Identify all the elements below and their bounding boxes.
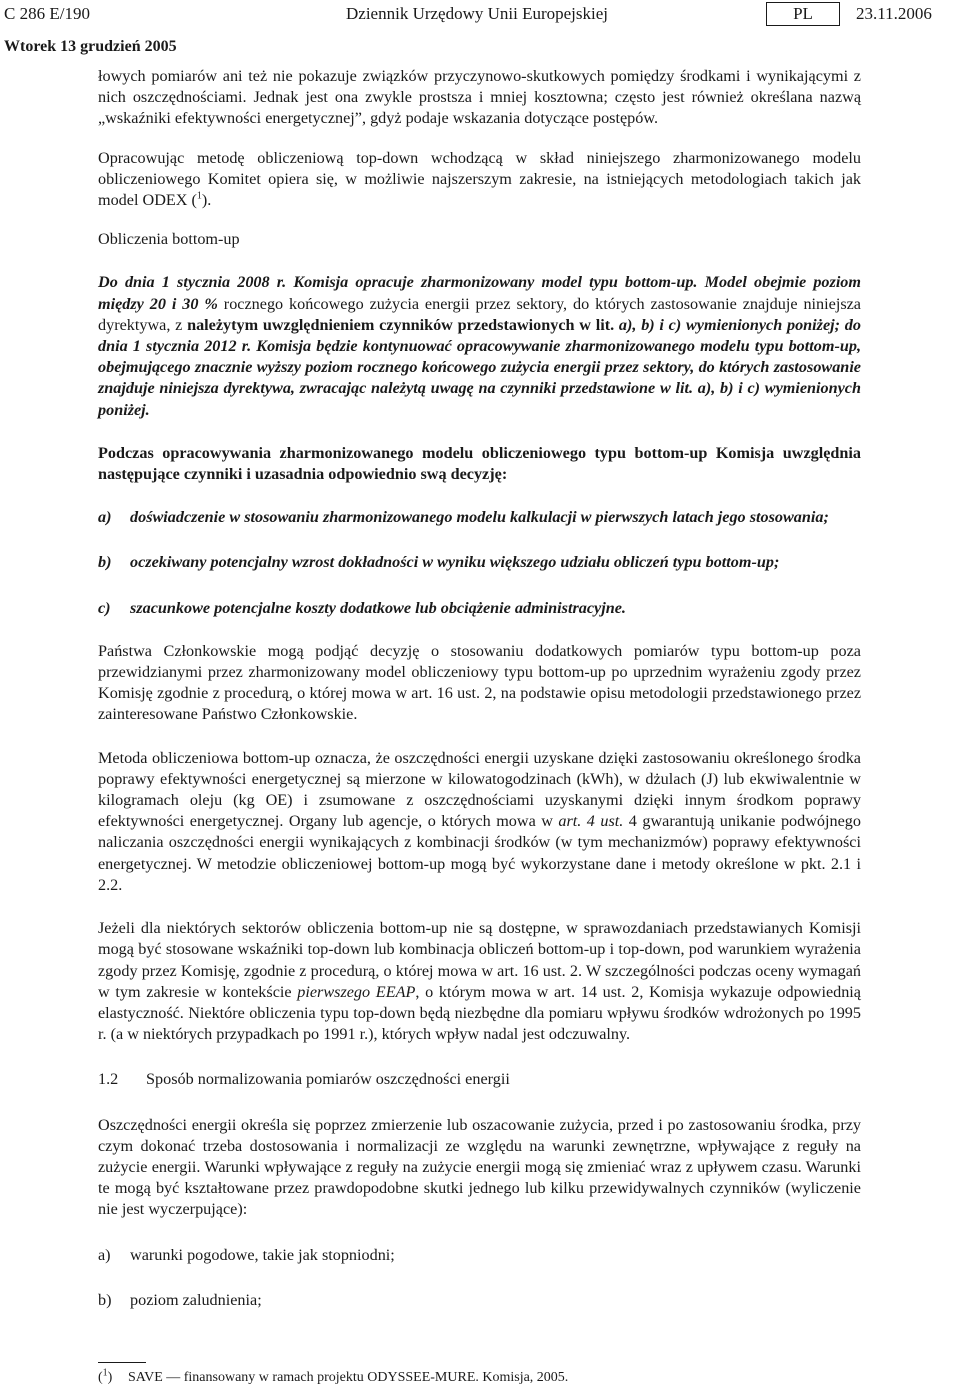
paragraph-amendment: [98, 272, 861, 420]
list-text: oczekiwany potencjalny wzrost dokładności w wyniku większego udziału obliczeń typu bottom-up;: [130, 553, 780, 572]
footnote-divider: [98, 1362, 146, 1363]
paragraph-normalization: Oszczędności energii określa się poprzez zmierzenie lub oszacowanie zużycia, przed i po zastosowaniu środka, przy czym dokonać trzeba dostosowania i normalizacji ze względu na warunki zewnętrzne, wpływające z reguły na zużycie energii. Warunki wpływające z reguły na zużycie energii mogą się zmieniać wraz z upływem czasu. Warunki te mogą być kształtowane przez prawdopodobne skutki jednego lub kilku przewidywalnych czynników (wyliczenie nie jest wyczerpujące):: [98, 1115, 861, 1219]
footnote-ref: 1: [196, 190, 202, 202]
section-number: 1.2: [98, 1070, 119, 1089]
page-reference: C 286 E/190: [4, 4, 90, 23]
subheading-bottom-up: Obliczenia bottom-up: [98, 230, 240, 249]
footnote-text: SAVE — finansowany w ramach projektu ODYSSEE-MURE. Komisja, 2005.: [128, 1370, 569, 1385]
list-label: a): [98, 508, 112, 527]
amendment-bold-italic: Do dnia 1 stycznia 2008 r. Komisja opracuje zharmonizowany model typu bottom-up. Model obejmie poziom między 20 i 30 %: [98, 273, 861, 313]
paragraph-text-end: 4 gwarantują unikanie podwójnego naliczania oszczędności energii wynikających z kombinacji środków (w tym mechanizmów) poprawy efektywności energetycznej. W metodzie obliczeniowej bottom-up mogą być wykorzystane dane i metody określone w pkt. 2.1 i 2.2.: [98, 812, 861, 894]
amendment-bold-italic-2: a), b) i c) wymienionych poniżej; do dnia 1 stycznia 2012 r. Komisja będzie kontynuować opracowywanie zharmonizowanego modelu typu bottom-up, obejmującego znacznie wyższy poziom rocznego końcowego zużycia energii przez sektory, do których zastosowanie znajduje niniejsza dyrektywa, zwracając należytą uwagę na czynniki przedstawione w lit. a), b) i c) wymienionych poniżej.: [98, 315, 861, 419]
list-text: warunki pogodowe, takie jak stopniodni;: [130, 1245, 395, 1264]
list-item: [98, 552, 861, 573]
paragraph-text: Metoda obliczeniowa bottom-up oznacza, że oszczędności energii uzyskane dzięki zastosowaniu określonego środka poprawy efektywności energetycznej są mierzone w kilowatogodzinach (kWh), w dżulach (J) lub ekwiwalentnie w kilogramach oleju (kg OE) i zsumowane z oszczędnościami uzyskanymi dzięki innym środkom poprawy efektywności energetycznej. Organy lub agencje, o których mowa w: [98, 748, 861, 831]
document-body: [98, 66, 861, 1311]
list-item: [98, 507, 861, 528]
list-label: b): [98, 553, 112, 572]
amendment-bold: należytym uwzględnieniem czynników przedstawionych w lit.: [187, 315, 615, 334]
footnote: [98, 1369, 861, 1387]
footnote-mark: ($^1$): [98, 1367, 113, 1385]
list-item: [98, 1290, 861, 1311]
list-text: doświadczenie w stosowaniu zharmonizowanego modelu kalkulacji w pierwszych latach jego stosowania;: [130, 508, 829, 527]
publication-date: 23.11.2006: [856, 4, 932, 23]
language-badge: PL: [766, 2, 840, 26]
paragraph-text: Jeżeli dla niektórych sektorów obliczenia bottom-up nie są dostępne, w sprawozdaniach przedstawianych Komisji mogą być stosowane wskaźniki top-down lub kombinacja obliczeń bottom-up i top-down, pod warunkiem wyrażenia zgody przez Komisję, zgodnie z procedurą, o której mowa w art. 16 ust. 2. W szczególności podczas oceny wymagań w tym zakresie w kontekście: [98, 919, 861, 1001]
paragraph-bottom-up-method: [98, 748, 861, 896]
paragraph-text: Opracowując metodę obliczeniową top-down wchodzącą w skład niniejszego zharmonizowanego modelu obliczeniowego Komitet opiera się, w możliwie najszerszym zakresie, na istniejących metodologiach takich jak model ODEX (: [98, 148, 861, 210]
amendment-normal: rocznego końcowego zużycia energii przez sektory, do których zastosowanie znajduje niniejsza dyrektywa, z: [98, 294, 861, 334]
paragraph-italic: art. 4 ust.: [558, 812, 624, 831]
session-date: Wtorek 13 grudzień 2005: [4, 38, 177, 55]
page-header: [0, 2, 960, 28]
list-label: b): [98, 1290, 112, 1309]
section-heading: [98, 1069, 861, 1090]
paragraph-continuation: łowych pomiarów ani też nie pokazuje związków przyczynowo-skutkowych pomiędzy środkami i wynikającymi z nich oszczędnościami. Jednak jest ona zwykle prostsza i mniej kosztowna; często jest również określana nazwą „wskaźniki efektywności energetycznej”, gdyż podaje wskazania dotyczące postępów.: [98, 67, 861, 128]
list-label: a): [98, 1245, 111, 1264]
list-text: poziom zaludnienia;: [130, 1290, 262, 1309]
list-item: [98, 1245, 861, 1266]
paragraph-italic: pierwszego EEAP: [297, 982, 416, 1001]
section-title: Sposób normalizowania pomiarów oszczędności energii: [146, 1070, 510, 1089]
paragraph-sectors: [98, 918, 861, 1045]
footnote-number: 1: [102, 1367, 108, 1379]
list-item: [98, 598, 861, 619]
list-label: c): [98, 598, 111, 617]
paragraph-text-end: , o którym mowa w art. 14 ust. 2, Komisja wykazuje odpowiednią elastyczność. Niektóre obliczenia typu top-down będą niezbędne dla pomiaru wpływu środków wdrożonych po 1995 r. (a w niektórych przypadkach po 1991 r.), których wpływ nadal jest odczuwalny.: [98, 982, 861, 1044]
paragraph-factors-intro: Podczas opracowywania zharmonizowanego modelu obliczeniowego typu bottom-up Komisja uwzględnia następujące czynniki i uzasadnia odpowiednio swą decyzję:: [98, 443, 861, 484]
journal-title: Dziennik Urzędowy Unii Europejskiej: [346, 4, 609, 23]
paragraph-top-down: [98, 148, 861, 212]
list-text: szacunkowe potencjalne koszty dodatkowe lub obciążenie administracyjne.: [130, 598, 626, 617]
paragraph-text-end: ).: [201, 191, 212, 210]
paragraph-member-states: Państwa Członkowskie mogą podjąć decyzję o stosowaniu dodatkowych pomiarów typu bottom-up poza przewidzianymi przez zharmonizowany model obliczeniowy typu bottom-up po uprzednim wyrażeniu zgody przez Komisję zgodnie z procedurą, o której mowa w art. 16 ust. 2, na podstawie opisu metodologii przedstawionego przez zainteresowane Państwo Członkowskie.: [98, 641, 861, 724]
